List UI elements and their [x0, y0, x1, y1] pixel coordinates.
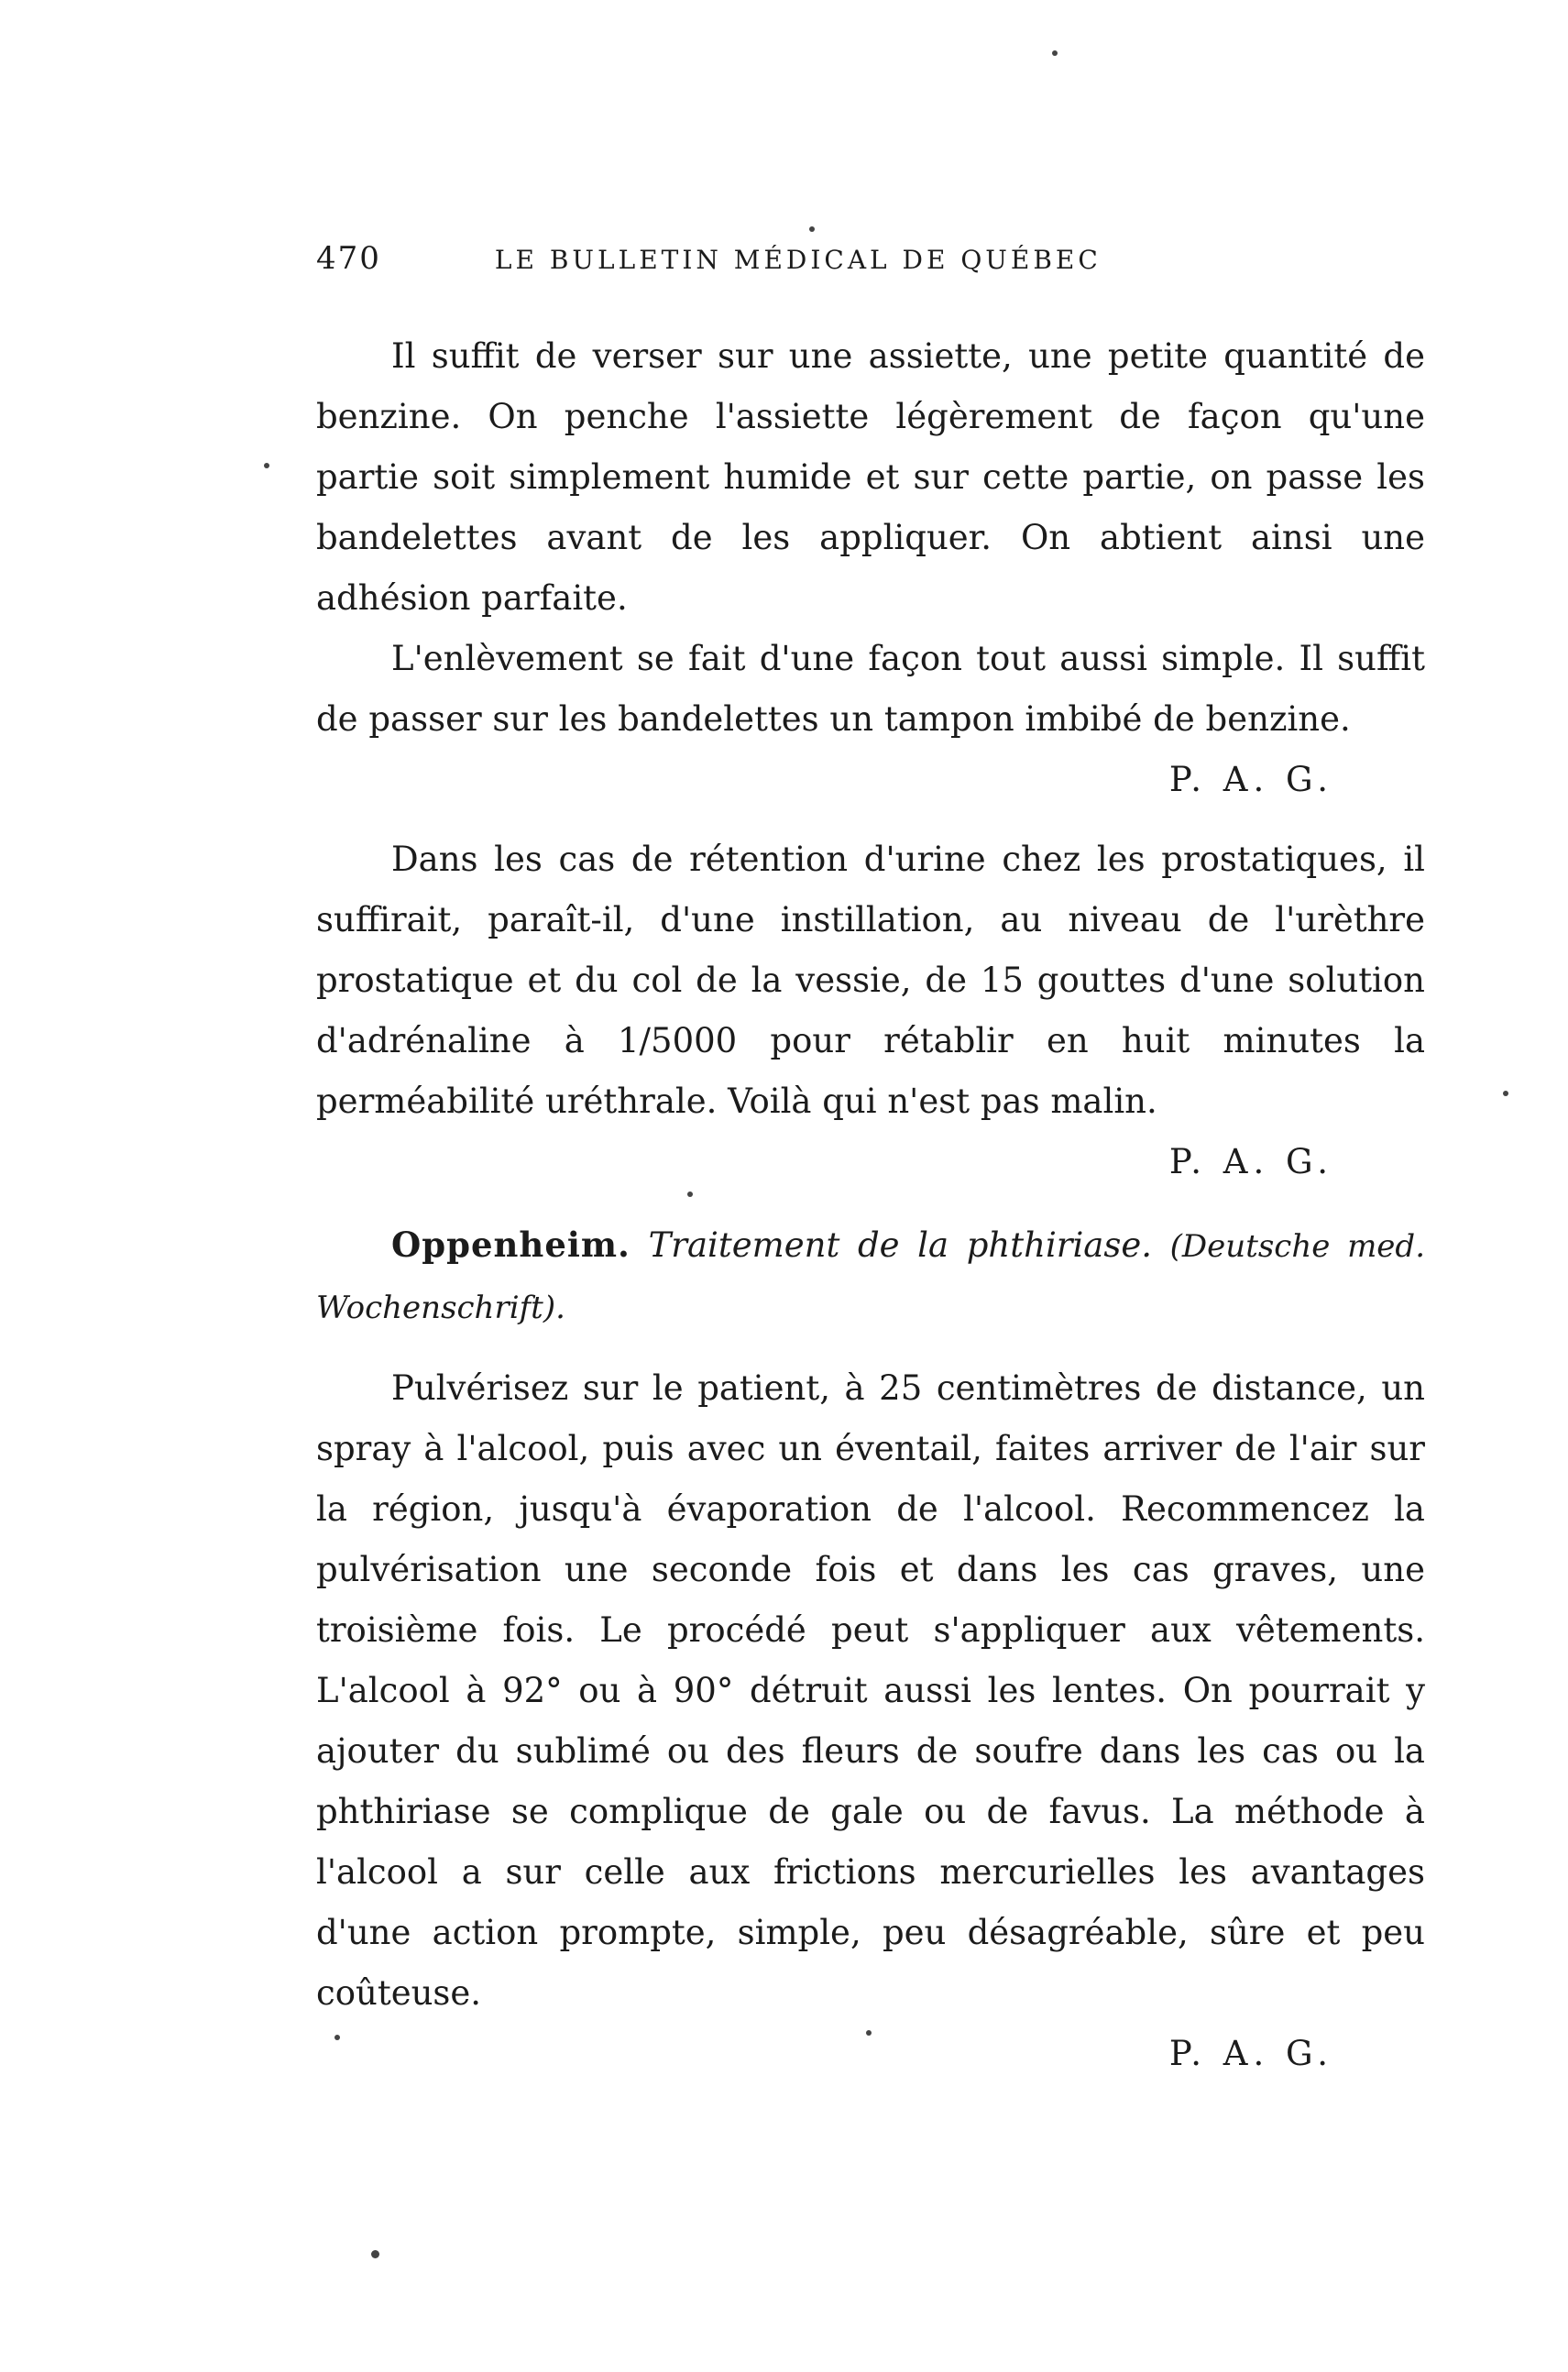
signature: P. A. G.: [1168, 760, 1333, 799]
article-title: [316, 1214, 1425, 1338]
signature: P. A. G.: [1168, 2034, 1333, 2073]
article-title-text: Traitement de la phthiriase.: [648, 1225, 1152, 1265]
signature: P. A. G.: [1168, 1142, 1333, 1181]
scan-speck: [687, 1191, 693, 1197]
paragraph: Dans les cas de rétention d'urine chez les prostatiques, il suffirait, paraît-il, d'une instillation, au niveau de l'urèthre prostatique et du col de la vessie, de 15 gouttes d'une solution d'adrénaline à 1/5000 pour rétablir en huit minutes la perméabilité uréthrale. Voilà qui n'est pas malin.: [316, 840, 1425, 1121]
paragraph: L'enlèvement se fait d'une façon tout aussi simple. Il suffit de passer sur les bandelettes un tampon imbibé de benzine.: [316, 639, 1425, 739]
scan-speck: [371, 2250, 379, 2258]
running-head: LE BULLETIN MÉDICAL DE QUÉBEC: [494, 245, 1102, 275]
page-number: 470: [316, 240, 381, 277]
article-author: Oppenheim.: [391, 1224, 630, 1265]
paragraph: Il suffit de verser sur une assiette, une petite quantité de benzine. On penche l'assiette légèrement de façon qu'une partie soit simplement humide et sur cette partie, on passe les bandelettes avant de les appliquer. On abtient ainsi une adhésion parfaite.: [316, 336, 1425, 618]
section-urine-retention: [316, 829, 1425, 1192]
section-phthiriasis: [316, 1214, 1425, 2084]
scan-speck: [809, 226, 815, 232]
scan-speck: [1503, 1091, 1508, 1096]
article-source: (Deutsche med. Wochenschrift).: [316, 1228, 1425, 1326]
paragraph: Pulvérisez sur le patient, à 25 centimètres de distance, un spray à l'alcool, puis avec un éventail, faites arriver de l'air sur la région, jusqu'à évaporation de l'alcool. Recommencez la pulvérisation une seconde fois et dans les cas graves, une troisième fois. Le procédé peut s'appliquer aux vêtements. L'alcool à 92° ou à 90° détruit aussi les lentes. On pourrait y ajouter du sublimé ou des fleurs de soufre dans les cas ou la phthiriase se complique de gale ou de favus. La méthode à l'alcool a sur celle aux frictions mercurielles les avantages d'une action prompte, simple, peu désagréable, sûre et peu coûteuse.: [316, 1368, 1425, 2013]
section-benzine-bandages: [316, 326, 1425, 810]
page-header: [316, 240, 1233, 277]
scan-speck: [334, 2035, 340, 2040]
scan-speck: [1052, 50, 1058, 56]
scan-speck: [866, 2030, 872, 2036]
scan-speck: [264, 463, 269, 468]
